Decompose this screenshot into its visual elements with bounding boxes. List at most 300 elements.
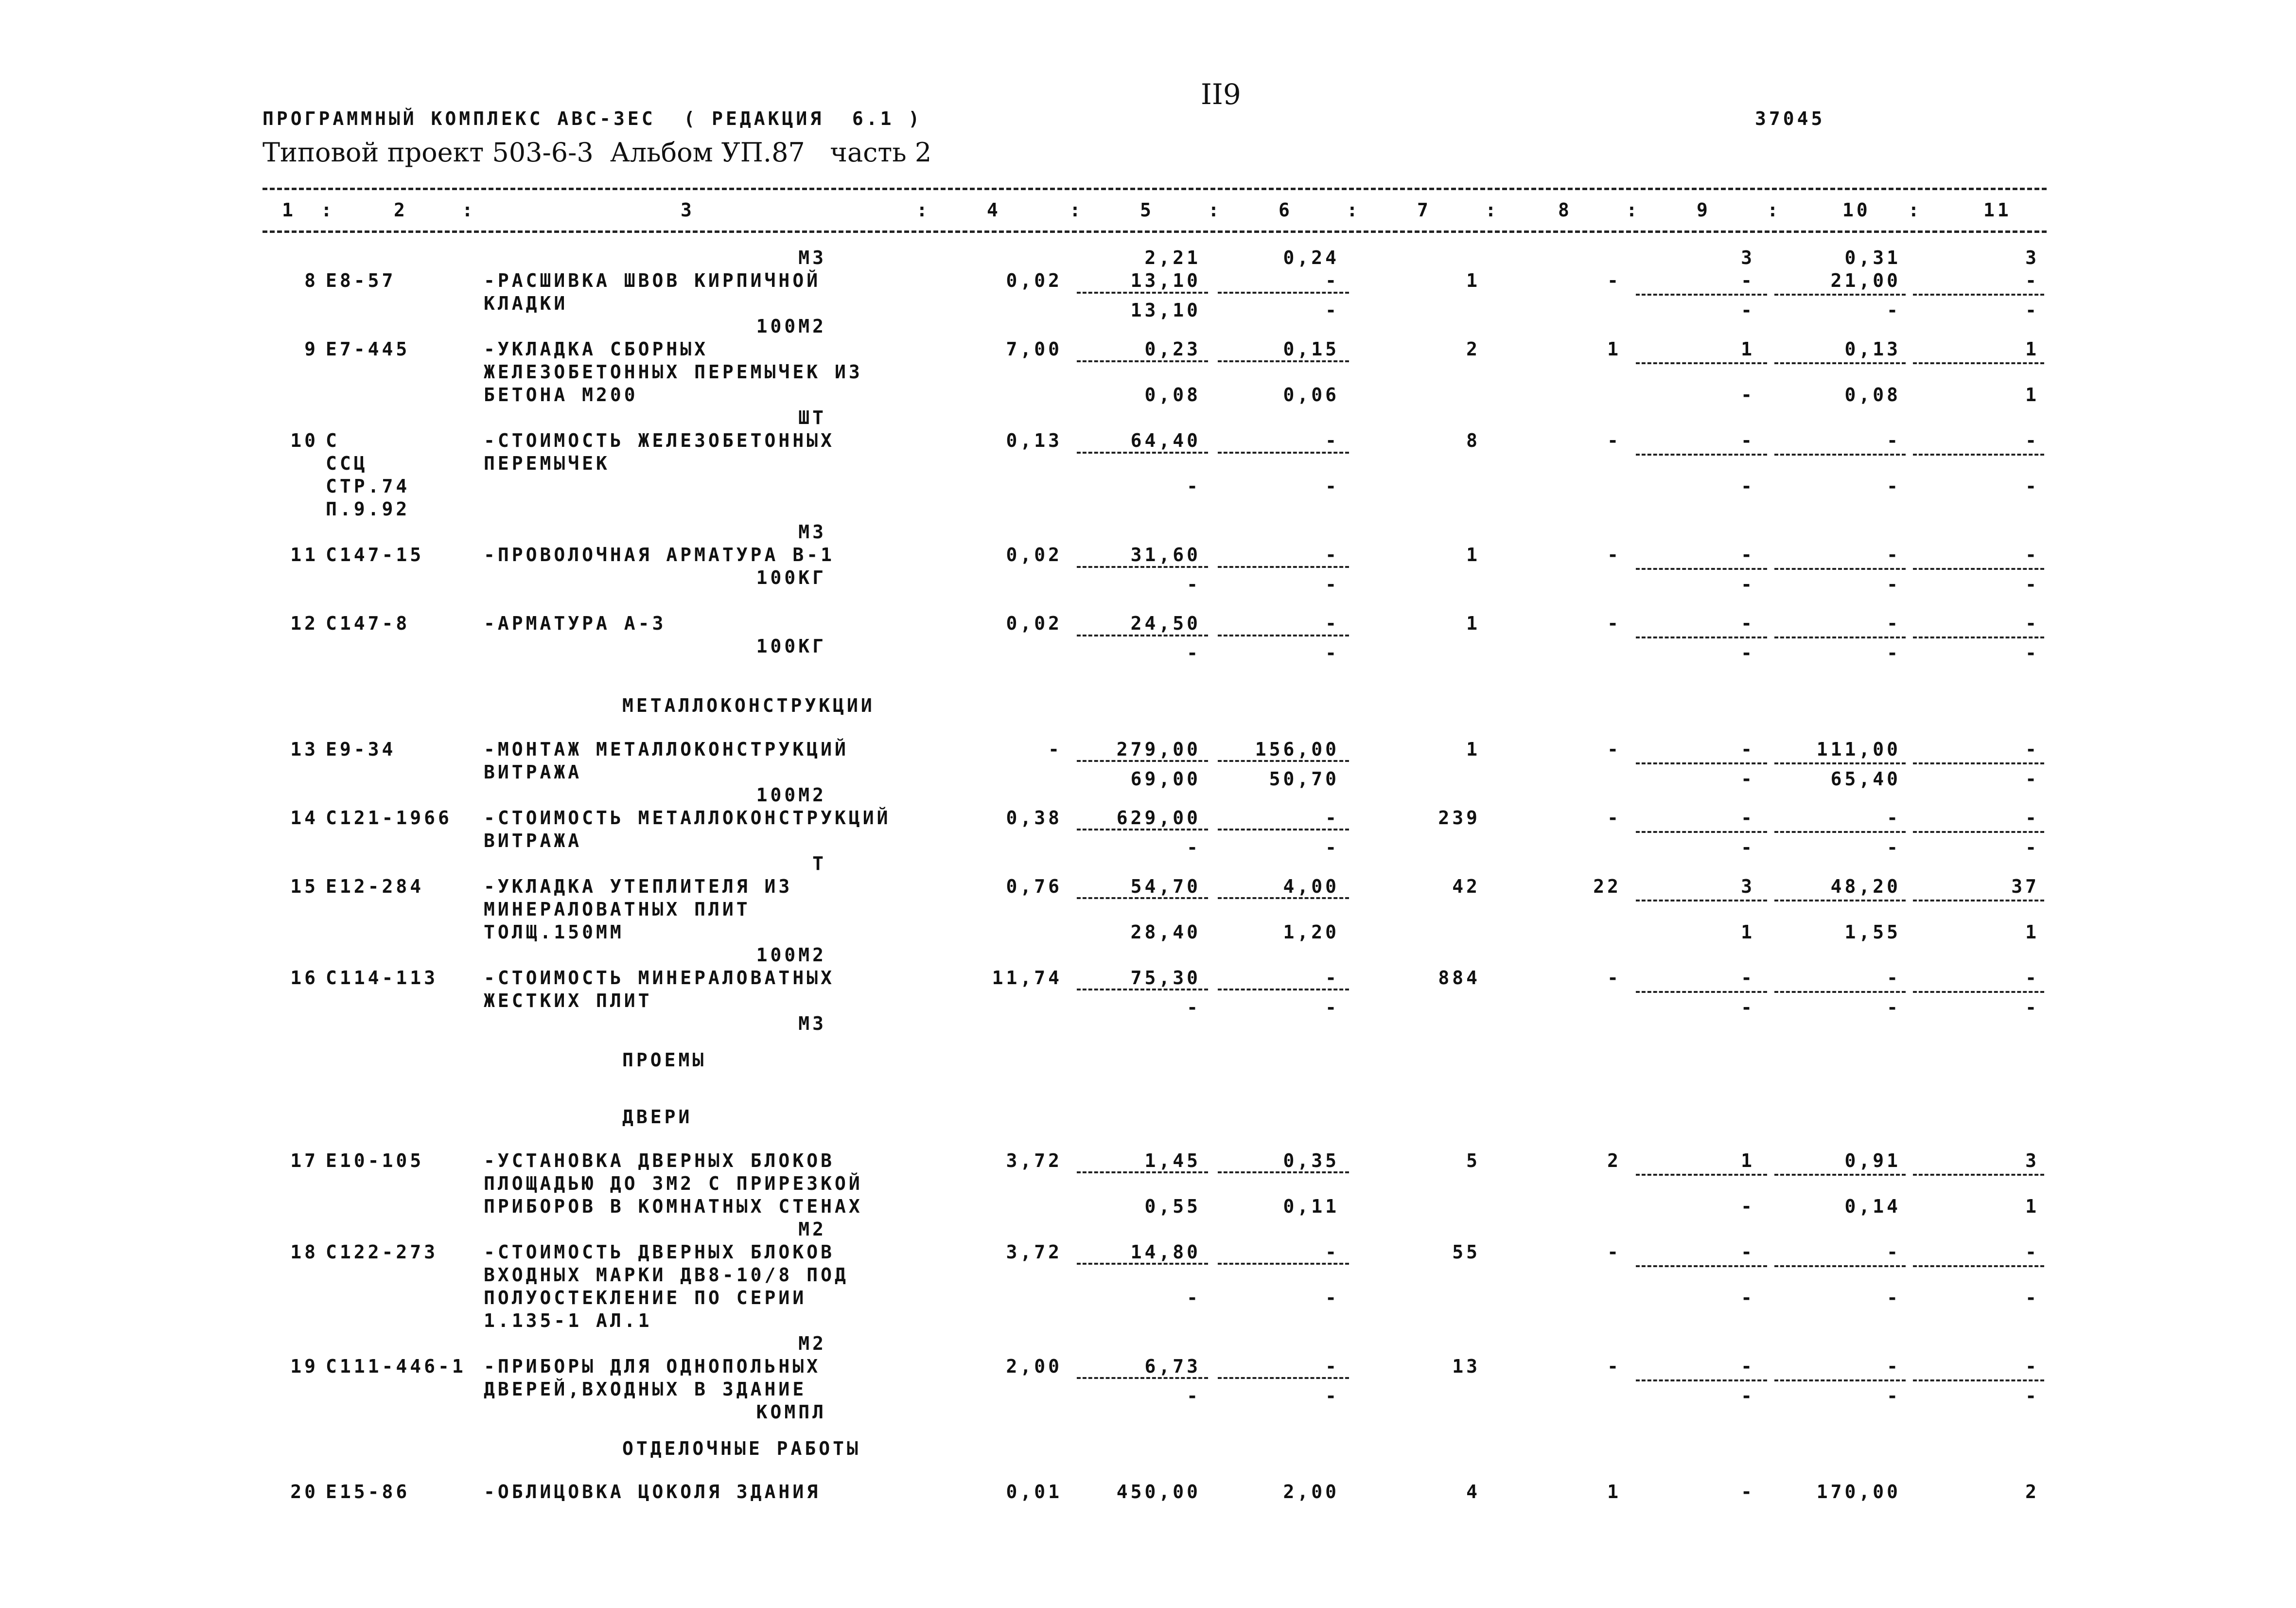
sub-c6: -: [1325, 300, 1339, 321]
unit-label: Т: [812, 852, 826, 874]
sub-c9: -: [1741, 574, 1755, 596]
unit-label: М2: [798, 1332, 826, 1354]
work-description: -ПРИБОРЫ ДЛЯ ОДНОПОЛЬНЫХ: [484, 1355, 821, 1377]
sheet-number: II9: [1201, 78, 1241, 111]
cell-c6: 0,24: [1283, 247, 1339, 268]
column-separator: :: [1485, 199, 1499, 221]
cell-c10: -: [1887, 544, 1901, 565]
sub-c10: -: [1887, 1287, 1901, 1308]
cell-c11: -: [2025, 430, 2039, 451]
cell-c11: -: [2025, 270, 2039, 291]
sub-c5: 0,08: [1144, 384, 1201, 406]
row-number: 20: [290, 1481, 318, 1502]
cell-c7: 239: [1438, 807, 1480, 829]
value-separator: [1218, 635, 1349, 636]
column-separator: :: [1767, 199, 1781, 221]
sub-c10: 0,14: [1844, 1195, 1901, 1217]
cell-c7: 884: [1438, 967, 1480, 989]
work-description: -СТОИМОСТЬ МИНЕРАЛОВАТНЫХ: [484, 967, 835, 989]
work-description: ВИТРАЖА: [484, 761, 582, 783]
value-separator: [1218, 829, 1349, 831]
value-separator: [1077, 566, 1208, 568]
rate-code: С111-446-1: [326, 1355, 466, 1377]
unit-label: КОМПЛ: [756, 1401, 826, 1423]
value-separator: [1218, 452, 1349, 454]
value-separator: [1636, 1379, 1767, 1381]
rate-code: П.9.92: [326, 498, 410, 520]
sub-c11: 1: [2025, 384, 2039, 406]
row-number: 18: [290, 1241, 318, 1263]
work-description: ЖЕЛЕЗОБЕТОННЫХ ПЕРЕМЫЧЕК ИЗ: [484, 361, 863, 383]
cell-c9: 3: [1741, 247, 1755, 268]
sub-c6: 50,70: [1269, 768, 1339, 790]
sub-c11: -: [2025, 1287, 2039, 1308]
column-header-5: 5: [1140, 199, 1154, 221]
cell-c9: -: [1741, 430, 1755, 451]
cell-c9: -: [1741, 1241, 1755, 1263]
value-separator: [1774, 636, 1906, 638]
cell-c9: -: [1741, 738, 1755, 760]
program-header: ПРОГРАММНЫЙ КОМПЛЕКС АВС-3ЕС ( РЕДАКЦИЯ 6.1 ): [263, 108, 923, 129]
cell-c5: 279,00: [1116, 738, 1201, 760]
cell-c9: -: [1741, 967, 1755, 989]
value-separator: [1077, 1263, 1208, 1265]
cell-c5: 1,45: [1144, 1149, 1201, 1171]
sub-c6: -: [1325, 1385, 1339, 1407]
cell-c8: -: [1607, 807, 1621, 829]
unit-label: М3: [798, 1012, 826, 1034]
work-description: -МОНТАЖ МЕТАЛЛОКОНСТРУКЦИЙ: [484, 738, 849, 760]
cell-c7: 5: [1466, 1149, 1480, 1171]
column-header-4: 4: [987, 199, 1001, 221]
rate-code: С147-8: [326, 613, 410, 634]
cell-c11: -: [2025, 544, 2039, 565]
work-description: ПОЛУОСТЕКЛЕНИЕ ПО СЕРИИ: [484, 1287, 807, 1308]
rate-code: СТР.74: [326, 476, 410, 497]
sub-c10: -: [1887, 836, 1901, 858]
work-description: КЛАДКИ: [484, 293, 568, 314]
work-description: БЕТОНА М200: [484, 384, 638, 406]
unit-label: 100КГ: [756, 567, 826, 588]
cell-c5: 14,80: [1130, 1241, 1201, 1263]
sub-c9: 1: [1741, 921, 1755, 943]
work-description: -ПРОВОЛОЧНАЯ АРМАТУРА В-1: [484, 544, 835, 565]
value-separator: [1636, 568, 1767, 570]
value-separator: [1218, 1171, 1349, 1173]
cell-c5: 2,21: [1144, 247, 1201, 268]
sub-c6: -: [1325, 1287, 1339, 1308]
value-separator: [1077, 1377, 1208, 1379]
column-header-8: 8: [1558, 199, 1572, 221]
column-header-1: 1: [282, 199, 296, 221]
value-separator: [1636, 1265, 1767, 1267]
value-separator: [1218, 760, 1349, 762]
value-separator: [1218, 566, 1349, 568]
cell-c6: -: [1325, 544, 1339, 565]
value-separator: [1077, 452, 1208, 454]
value-separator: [1077, 760, 1208, 762]
sub-c5: -: [1187, 574, 1201, 596]
cell-c10: 21,00: [1830, 270, 1901, 291]
sub-c10: -: [1887, 300, 1901, 321]
cell-c7: 1: [1466, 738, 1480, 760]
work-description: -СТОИМОСТЬ ЖЕЛЕЗОБЕТОННЫХ: [484, 430, 835, 451]
value-separator: [1913, 362, 2044, 364]
work-description: 1.135-1 АЛ.1: [484, 1309, 652, 1331]
sub-c11: -: [2025, 574, 2039, 596]
cell-c10: -: [1887, 1355, 1901, 1377]
cell-c8: -: [1607, 613, 1621, 634]
cell-c11: 2: [2025, 1481, 2039, 1502]
rate-code: С147-15: [326, 544, 424, 565]
cell-c11: -: [2025, 1241, 2039, 1263]
cell-c5: 75,30: [1130, 967, 1201, 989]
section-heading: ПРОЕМЫ: [622, 1049, 707, 1071]
column-header-9: 9: [1697, 199, 1711, 221]
cell-c6: -: [1325, 807, 1339, 829]
cell-c6: -: [1325, 613, 1339, 634]
value-separator: [1218, 360, 1349, 362]
value-separator: [1636, 831, 1767, 833]
column-separator: :: [916, 199, 930, 221]
work-description: -АРМАТУРА А-3: [484, 613, 666, 634]
sub-c11: -: [2025, 996, 2039, 1018]
cell-c11: 3: [2025, 1149, 2039, 1171]
unit-label: 100КГ: [756, 636, 826, 657]
work-description: ПЕРЕМЫЧЕК: [484, 453, 610, 474]
value-separator: [1774, 1265, 1906, 1267]
work-description: -ОБЛИЦОВКА ЦОКОЛЯ ЗДАНИЯ: [484, 1481, 821, 1502]
cell-c6: 4,00: [1283, 875, 1339, 897]
cell-c8: -: [1607, 967, 1621, 989]
value-separator: [1077, 1171, 1208, 1173]
cell-c10: 0,31: [1844, 247, 1901, 268]
cell-c8: 1: [1607, 1481, 1621, 1502]
work-description: -УКЛАДКА СБОРНЫХ: [484, 338, 709, 360]
cell-c7: 55: [1452, 1241, 1480, 1263]
value-separator: [1077, 635, 1208, 636]
row-number: 14: [290, 807, 318, 829]
cell-c7: 2: [1466, 338, 1480, 360]
sub-c9: -: [1741, 642, 1755, 664]
rate-code: С121-1966: [326, 807, 452, 829]
cell-c11: -: [2025, 967, 2039, 989]
cell-c8: -: [1607, 1241, 1621, 1263]
rate-code: С: [326, 430, 340, 451]
column-separator: :: [1626, 199, 1640, 221]
column-header-6: 6: [1279, 199, 1293, 221]
sub-c5: -: [1187, 642, 1201, 664]
work-description: ЖЕСТКИХ ПЛИТ: [484, 990, 652, 1011]
header-rule-bottom: [263, 230, 2047, 233]
cell-c5: 6,73: [1144, 1355, 1201, 1377]
sub-c9: -: [1741, 836, 1755, 858]
cell-c10: 48,20: [1830, 875, 1901, 897]
sub-c6: 1,20: [1283, 921, 1339, 943]
cell-c9: -: [1741, 544, 1755, 565]
sub-c9: -: [1741, 768, 1755, 790]
value-separator: [1913, 900, 2044, 901]
value-separator: [1218, 292, 1349, 294]
value-separator: [1913, 1265, 2044, 1267]
work-description: ДВЕРЕЙ,ВХОДНЫХ В ЗДАНИЕ: [484, 1378, 807, 1400]
value-separator: [1636, 1174, 1767, 1176]
cell-c8: 1: [1607, 338, 1621, 360]
cell-c10: 111,00: [1816, 738, 1901, 760]
sub-c11: -: [2025, 768, 2039, 790]
cell-c9: -: [1741, 807, 1755, 829]
unit-label: ШТ: [798, 407, 826, 428]
section-heading: МЕТАЛЛОКОНСТРУКЦИИ: [622, 695, 875, 717]
cell-c6: -: [1325, 270, 1339, 291]
row-number: 15: [290, 875, 318, 897]
sub-c6: 0,11: [1283, 1195, 1339, 1217]
sub-c9: -: [1741, 1287, 1755, 1308]
sub-c6: -: [1325, 996, 1339, 1018]
section-heading: ДВЕРИ: [622, 1106, 693, 1128]
sub-c6: 0,06: [1283, 384, 1339, 406]
section-heading: ОТДЕЛОЧНЫЕ РАБОТЫ: [622, 1437, 861, 1459]
cell-c9: -: [1741, 1481, 1755, 1502]
sub-c11: -: [2025, 836, 2039, 858]
value-separator: [1636, 362, 1767, 364]
cell-c4: 2,00: [1006, 1355, 1062, 1377]
cell-c5: 13,10: [1130, 270, 1201, 291]
cell-c4: 0,02: [1006, 270, 1062, 291]
cell-c5: 629,00: [1116, 807, 1201, 829]
sub-c11: 1: [2025, 1195, 2039, 1217]
value-separator: [1913, 1379, 2044, 1381]
value-separator: [1774, 362, 1906, 364]
work-description: -СТОИМОСТЬ МЕТАЛЛОКОНСТРУКЦИЙ: [484, 807, 891, 829]
column-separator: :: [1069, 199, 1084, 221]
value-separator: [1636, 900, 1767, 901]
sub-c11: -: [2025, 476, 2039, 497]
value-separator: [1774, 294, 1906, 296]
unit-label: 100М2: [756, 944, 826, 966]
header-rule-top: [263, 188, 2047, 190]
sub-c10: 1,55: [1844, 921, 1901, 943]
work-description: -РАСШИВКА ШВОВ КИРПИЧНОЙ: [484, 270, 821, 291]
cell-c7: 8: [1466, 430, 1480, 451]
cell-c4: 0,02: [1006, 544, 1062, 565]
column-separator: :: [1208, 199, 1222, 221]
cell-c6: -: [1325, 1241, 1339, 1263]
work-description: ТОЛЩ.150ММ: [484, 921, 624, 943]
cell-c6: -: [1325, 967, 1339, 989]
sub-c9: -: [1741, 300, 1755, 321]
cell-c8: -: [1607, 544, 1621, 565]
cell-c7: 42: [1452, 875, 1480, 897]
sub-c5: -: [1187, 996, 1201, 1018]
column-separator: :: [462, 199, 476, 221]
cell-c10: -: [1887, 1241, 1901, 1263]
rate-code: Е8-57: [326, 270, 396, 291]
value-separator: [1636, 454, 1767, 456]
cell-c4: 11,74: [992, 967, 1062, 989]
value-separator: [1218, 897, 1349, 899]
sub-c5: 69,00: [1130, 768, 1201, 790]
cell-c6: -: [1325, 430, 1339, 451]
project-title: Типовой проект 503-6-3 Альбом УП.87 часть 2: [263, 137, 932, 168]
cell-c4: 0,02: [1006, 613, 1062, 634]
sub-c6: -: [1325, 836, 1339, 858]
unit-label: 100М2: [756, 784, 826, 806]
sub-c9: -: [1741, 1385, 1755, 1407]
sub-c10: -: [1887, 1385, 1901, 1407]
cell-c7: 1: [1466, 270, 1480, 291]
cell-c11: 3: [2025, 247, 2039, 268]
cell-c8: 22: [1593, 875, 1621, 897]
cell-c7: 13: [1452, 1355, 1480, 1377]
cell-c10: 0,13: [1844, 338, 1901, 360]
cell-c8: -: [1607, 270, 1621, 291]
cell-c9: 3: [1741, 875, 1755, 897]
value-separator: [1077, 897, 1208, 899]
value-separator: [1913, 831, 2044, 833]
sub-c9: -: [1741, 996, 1755, 1018]
value-separator: [1774, 991, 1906, 993]
value-separator: [1636, 636, 1767, 638]
unit-label: 100М2: [756, 316, 826, 337]
sub-c5: -: [1187, 476, 1201, 497]
row-number: 8: [304, 270, 318, 291]
cell-c10: -: [1887, 967, 1901, 989]
sub-c9: -: [1741, 1195, 1755, 1217]
value-separator: [1774, 454, 1906, 456]
sub-c10: 65,40: [1830, 768, 1901, 790]
rate-code: Е10-105: [326, 1149, 424, 1171]
unit-label: М3: [798, 247, 826, 268]
sub-c10: -: [1887, 996, 1901, 1018]
cell-c4: 0,13: [1006, 430, 1062, 451]
value-separator: [1913, 636, 2044, 638]
column-header-11: 11: [1983, 199, 2012, 221]
rate-code: ССЦ: [326, 453, 368, 474]
rate-code: С114-113: [326, 967, 438, 989]
sub-c6: -: [1325, 642, 1339, 664]
row-number: 9: [304, 338, 318, 360]
value-separator: [1774, 831, 1906, 833]
sub-c5: -: [1187, 836, 1201, 858]
cell-c9: -: [1741, 270, 1755, 291]
value-separator: [1913, 294, 2044, 296]
work-description: -СТОИМОСТЬ ДВЕРНЫХ БЛОКОВ: [484, 1241, 835, 1263]
value-separator: [1077, 989, 1208, 990]
row-number: 13: [290, 738, 318, 760]
rate-code: Е15-86: [326, 1481, 410, 1502]
cell-c10: -: [1887, 430, 1901, 451]
cell-c8: -: [1607, 738, 1621, 760]
cell-c11: -: [2025, 1355, 2039, 1377]
cell-c8: 2: [1607, 1149, 1621, 1171]
cell-c10: 0,91: [1844, 1149, 1901, 1171]
value-separator: [1077, 360, 1208, 362]
cell-c4: 3,72: [1006, 1241, 1062, 1263]
row-number: 11: [290, 544, 318, 565]
column-separator: :: [1908, 199, 1922, 221]
row-number: 19: [290, 1355, 318, 1377]
cell-c5: 54,70: [1130, 875, 1201, 897]
value-separator: [1774, 568, 1906, 570]
cell-c11: -: [2025, 613, 2039, 634]
work-description: ВИТРАЖА: [484, 830, 582, 851]
work-description: -УКЛАДКА УТЕПЛИТЕЛЯ ИЗ: [484, 875, 793, 897]
work-description: -УСТАНОВКА ДВЕРНЫХ БЛОКОВ: [484, 1149, 835, 1171]
cell-c9: 1: [1741, 1149, 1755, 1171]
value-separator: [1774, 762, 1906, 764]
column-header-2: 2: [394, 199, 408, 221]
cell-c10: -: [1887, 613, 1901, 634]
value-separator: [1774, 900, 1906, 901]
sub-c11: -: [2025, 1385, 2039, 1407]
cell-c10: -: [1887, 807, 1901, 829]
row-number: 12: [290, 613, 318, 634]
cell-c6: 2,00: [1283, 1481, 1339, 1502]
row-number: 17: [290, 1149, 318, 1171]
sub-c5: -: [1187, 1287, 1201, 1308]
sub-c10: -: [1887, 476, 1901, 497]
cell-c11: 1: [2025, 338, 2039, 360]
sub-c6: -: [1325, 476, 1339, 497]
value-separator: [1913, 568, 2044, 570]
cell-c11: -: [2025, 807, 2039, 829]
cell-c9: -: [1741, 613, 1755, 634]
cell-c8: -: [1607, 430, 1621, 451]
sub-c10: -: [1887, 642, 1901, 664]
column-separator: :: [321, 199, 335, 221]
cell-c11: -: [2025, 738, 2039, 760]
cell-c6: -: [1325, 1355, 1339, 1377]
cell-c7: 1: [1466, 544, 1480, 565]
value-separator: [1218, 989, 1349, 990]
cell-c9: 1: [1741, 338, 1755, 360]
unit-label: М2: [798, 1218, 826, 1240]
sub-c6: -: [1325, 574, 1339, 596]
value-separator: [1913, 762, 2044, 764]
value-separator: [1636, 762, 1767, 764]
sub-c10: 0,08: [1844, 384, 1901, 406]
value-separator: [1218, 1263, 1349, 1265]
rate-code: Е7-445: [326, 338, 410, 360]
sub-c5: 0,55: [1144, 1195, 1201, 1217]
rate-code: С122-273: [326, 1241, 438, 1263]
cell-c7: 1: [1466, 613, 1480, 634]
cell-c4: -: [1048, 738, 1062, 760]
sub-c10: -: [1887, 574, 1901, 596]
cell-c7: 4: [1466, 1481, 1480, 1502]
column-header-10: 10: [1842, 199, 1871, 221]
cell-c5: 64,40: [1130, 430, 1201, 451]
work-description: ВХОДНЫХ МАРКИ ДВ8-10/8 ПОД: [484, 1264, 849, 1286]
value-separator: [1077, 829, 1208, 831]
cell-c5: 24,50: [1130, 613, 1201, 634]
value-separator: [1636, 991, 1767, 993]
value-separator: [1913, 1174, 2044, 1176]
cell-c5: 450,00: [1116, 1481, 1201, 1502]
unit-label: М3: [798, 521, 826, 543]
work-description: ПРИБОРОВ В КОМНАТНЫХ СТЕНАХ: [484, 1195, 863, 1217]
cell-c4: 3,72: [1006, 1149, 1062, 1171]
sub-c5: 13,10: [1130, 300, 1201, 321]
sub-c5: 28,40: [1130, 921, 1201, 943]
value-separator: [1913, 991, 2044, 993]
rate-code: Е12-284: [326, 875, 424, 897]
rate-code: Е9-34: [326, 738, 396, 760]
value-separator: [1218, 1377, 1349, 1379]
cell-c5: 31,60: [1130, 544, 1201, 565]
value-separator: [1774, 1174, 1906, 1176]
